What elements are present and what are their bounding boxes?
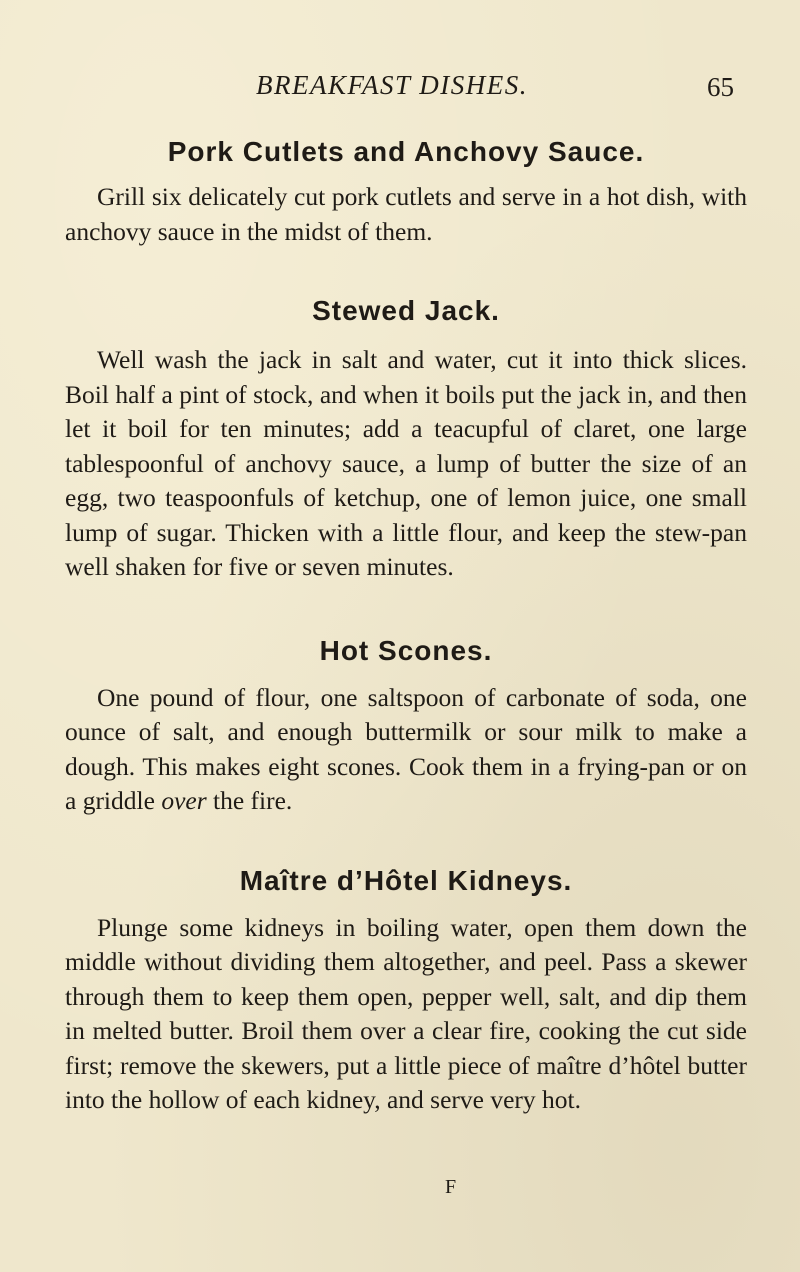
recipe-title-stewed-jack: Stewed Jack.	[312, 295, 500, 326]
recipe-title-maitre-dhotel-kidneys: Maître d’Hôtel Kidneys.	[239, 864, 573, 896]
hot-scones-text-before: One pound of flour, one saltspoon of carbonate of soda, one ounce of salt, and enough buttermilk or sour milk to make a dough. This makes eight scones. Cook them in a frying-pan or on a griddle	[65, 682, 747, 815]
signature-mark: F	[445, 1176, 457, 1198]
page-content	[65, 136, 747, 1118]
hot-scones-emphasis: over	[161, 786, 207, 815]
recipe-body-maitre-dhotel-kidneys: Plunge some kidneys in boiling water, open them down the middle without dividing them altogether, and peel. Pass a skewer through them to keep them open, pepper well, salt, and dip them in melted butter. Broil them over a clear fire, cooking the cut side first; remove the skewers, put a little piece of maître d’hôtel butter into the hollow of each kidney, and serve very hot.	[65, 912, 747, 1114]
recipe-body-hot-scones	[65, 681, 747, 819]
recipe-title-hot-scones: Hot Scones.	[319, 634, 493, 666]
running-head: BREAKFAST DISHES.	[256, 70, 528, 100]
page-number: 65	[707, 72, 734, 102]
recipe-body-stewed-jack: Well wash the jack in salt and water, cut it into thick slices. Boil half a pint of stock, and when it boils put the jack in, and then let it boil for ten minutes; add a teacupful of claret, one large tablespoonful of anchovy sauce, a lump of butter the size of an egg, two teaspoonfuls of ketchup, one of lemon juice, one small lump of sugar. Thicken with a little flour, and keep the stew-pan well shaken for five or seven minutes.	[65, 345, 747, 581]
recipe-title-pork-cutlets: Pork Cutlets and Anchovy Sauce.	[167, 136, 645, 167]
recipe-body-pork-cutlets: Grill six delicately cut pork cutlets and serve in a hot dish, with anchovy sauce in the midst of them.	[65, 182, 747, 246]
hot-scones-text-after: the fire.	[206, 786, 293, 815]
